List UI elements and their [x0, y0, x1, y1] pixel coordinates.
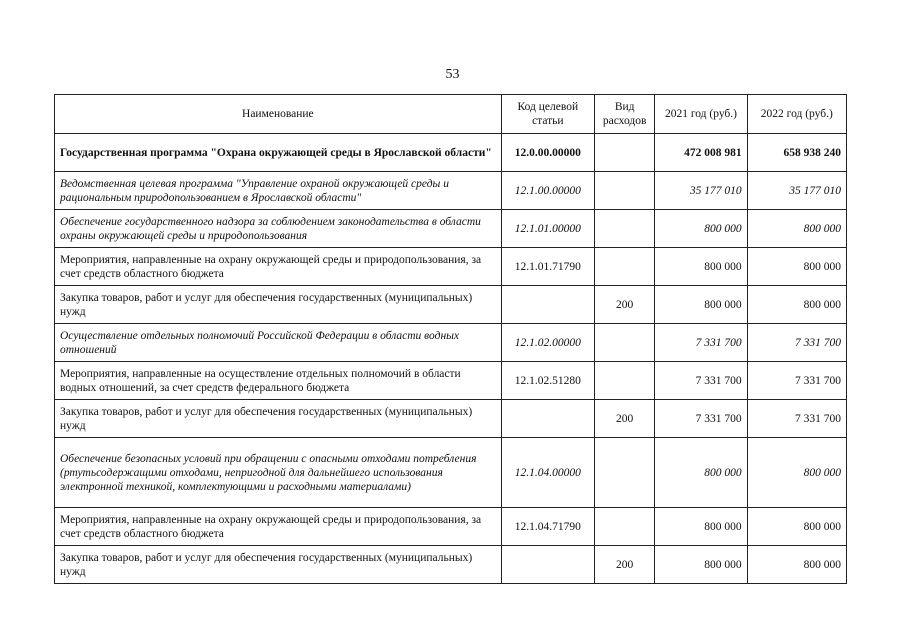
- row-2021-cell: 7 331 700: [655, 400, 747, 438]
- header-type: Вид расходов: [594, 95, 654, 134]
- row-2022-cell: 658 938 240: [747, 134, 846, 172]
- table-row: [55, 172, 847, 210]
- row-code-cell: 12.1.01.00000: [501, 210, 594, 248]
- row-name-cell: Закупка товаров, работ и услуг для обеспечения государственных (муниципальных) нужд: [55, 546, 502, 584]
- row-code-cell: 12.1.02.00000: [501, 324, 594, 362]
- row-2022-cell: 800 000: [747, 438, 846, 508]
- row-code-cell: 12.1.01.71790: [501, 248, 594, 286]
- row-2021-cell: 472 008 981: [655, 134, 747, 172]
- row-type-cell: [594, 438, 654, 508]
- row-2021-cell: 800 000: [655, 248, 747, 286]
- header-name: Наименование: [55, 95, 502, 134]
- table-row: [55, 400, 847, 438]
- row-2021-cell: 7 331 700: [655, 362, 747, 400]
- row-name-cell: Государственная программа "Охрана окружающей среды в Ярославской области": [55, 134, 502, 172]
- row-2021-cell: 800 000: [655, 286, 747, 324]
- row-code-cell: 12.1.02.51280: [501, 362, 594, 400]
- row-name-cell: Закупка товаров, работ и услуг для обеспечения государственных (муниципальных) нужд: [55, 400, 502, 438]
- row-type-cell: [594, 172, 654, 210]
- page-number: 53: [445, 67, 460, 82]
- table-row: [55, 286, 847, 324]
- table-row: [55, 546, 847, 584]
- row-name-cell: Закупка товаров, работ и услуг для обеспечения государственных (муниципальных) нужд: [55, 286, 502, 324]
- row-code-cell: 12.1.04.71790: [501, 508, 594, 546]
- row-2021-cell: 35 177 010: [655, 172, 747, 210]
- row-2022-cell: 800 000: [747, 286, 846, 324]
- row-type-cell: [594, 248, 654, 286]
- table-row: [55, 324, 847, 362]
- row-code-cell: [501, 400, 594, 438]
- table-header-row: [55, 95, 847, 134]
- row-2022-cell: 7 331 700: [747, 324, 846, 362]
- row-2022-cell: 7 331 700: [747, 400, 846, 438]
- row-2021-cell: 800 000: [655, 210, 747, 248]
- header-2021: 2021 год (руб.): [655, 95, 747, 134]
- row-type-cell: [594, 362, 654, 400]
- row-2021-cell: 800 000: [655, 438, 747, 508]
- row-code-cell: [501, 286, 594, 324]
- row-type-cell: [594, 508, 654, 546]
- row-code-cell: 12.1.00.00000: [501, 172, 594, 210]
- row-2021-cell: 800 000: [655, 508, 747, 546]
- row-type-cell: [594, 134, 654, 172]
- row-type-cell: 200: [594, 286, 654, 324]
- table-row: [55, 210, 847, 248]
- budget-table: [54, 94, 847, 584]
- row-name-cell: Мероприятия, направленные на охрану окружающей среды и природопользования, за счет средств областного бюджета: [55, 248, 502, 286]
- table-row: [55, 438, 847, 508]
- row-code-cell: [501, 546, 594, 584]
- row-2021-cell: 800 000: [655, 546, 747, 584]
- row-name-cell: Мероприятия, направленные на охрану окружающей среды и природопользования, за счет средств областного бюджета: [55, 508, 502, 546]
- table-row: [55, 508, 847, 546]
- row-code-cell: 12.0.00.00000: [501, 134, 594, 172]
- table-body: [55, 134, 847, 584]
- row-type-cell: [594, 324, 654, 362]
- row-2022-cell: 35 177 010: [747, 172, 846, 210]
- row-type-cell: 200: [594, 546, 654, 584]
- row-name-cell: Мероприятия, направленные на осуществление отдельных полномочий в области водных отношений, за счет средств федерального бюджета: [55, 362, 502, 400]
- row-2022-cell: 7 331 700: [747, 362, 846, 400]
- table-row: [55, 248, 847, 286]
- row-name-cell: Ведомственная целевая программа "Управление охраной окружающей среды и рациональным природопользованием в Ярославской области": [55, 172, 502, 210]
- row-2022-cell: 800 000: [747, 546, 846, 584]
- row-code-cell: 12.1.04.00000: [501, 438, 594, 508]
- row-name-cell: Осуществление отдельных полномочий Российской Федерации в области водных отношений: [55, 324, 502, 362]
- row-type-cell: 200: [594, 400, 654, 438]
- header-2022: 2022 год (руб.): [747, 95, 846, 134]
- row-name-cell: Обеспечение государственного надзора за соблюдением законодательства в области охраны окружающей среды и природопользования: [55, 210, 502, 248]
- row-2021-cell: 7 331 700: [655, 324, 747, 362]
- header-code: Код целевой статьи: [501, 95, 594, 134]
- row-type-cell: [594, 210, 654, 248]
- row-name-cell: Обеспечение безопасных условий при обращении с опасными отходами потребления (ртутьсодержащими отходами, непригодной для дальнейшего использования электронной техникой, комплектующими и расходными материалами): [55, 438, 502, 508]
- row-2022-cell: 800 000: [747, 248, 846, 286]
- table-row: [55, 134, 847, 172]
- row-2022-cell: 800 000: [747, 210, 846, 248]
- row-2022-cell: 800 000: [747, 508, 846, 546]
- table-row: [55, 362, 847, 400]
